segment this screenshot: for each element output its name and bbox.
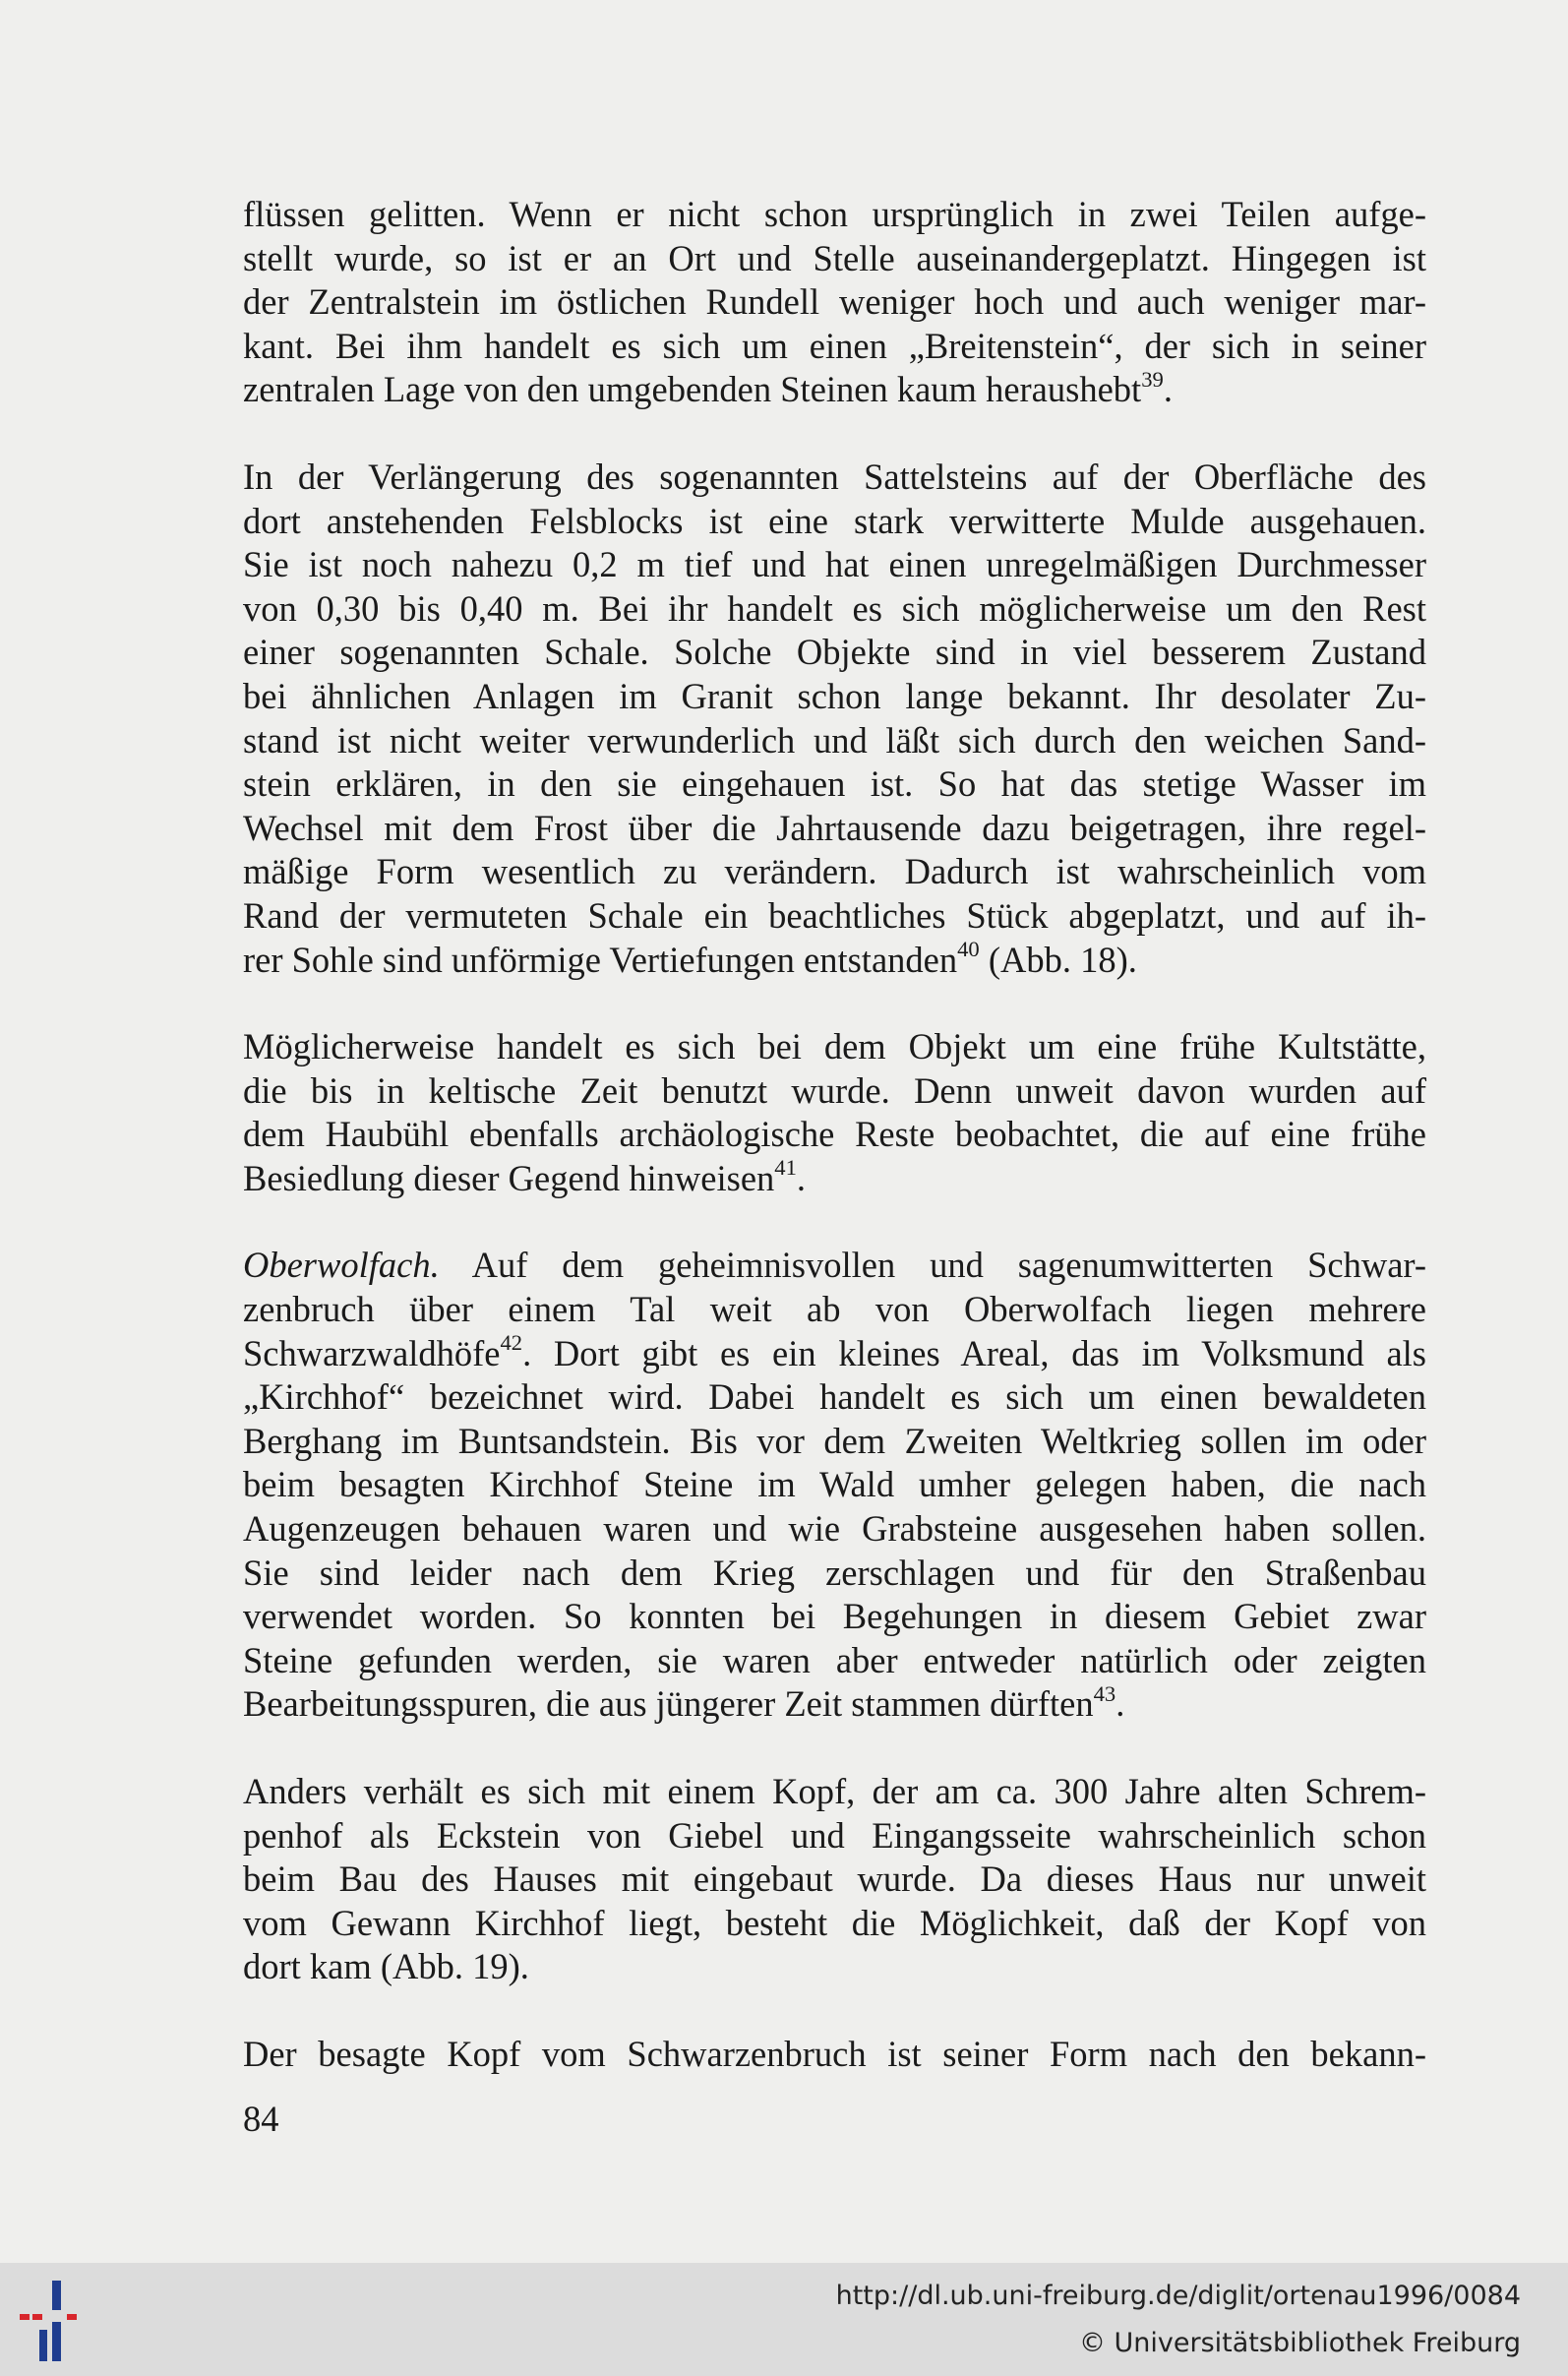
paragraph-4 xyxy=(243,1244,1426,1727)
text-line: dem Haubühl ebenfalls archäologische Reste beobachtet, die auf eine frühe xyxy=(243,1114,1426,1155)
text-line: der Zentralstein im östlichen Rundell weniger hoch und auch weniger mar- xyxy=(243,281,1426,323)
text-line: einer sogenannten Schale. Solche Objekte sind in viel besserem Zustand xyxy=(243,632,1426,673)
body-text xyxy=(243,193,1426,2077)
text-line: Der besagte Kopf vom Schwarzenbruch ist seiner Form nach den bekann- xyxy=(243,2033,1426,2074)
text-line: beim Bau des Hauses mit eingebaut wurde. Da dieses Haus nur unweit xyxy=(243,1858,1426,1900)
line-tail: . xyxy=(796,1157,807,1198)
paragraph-1 xyxy=(243,193,1426,412)
footnote-ref: 41 xyxy=(774,1155,797,1181)
footer-bar xyxy=(0,2263,1568,2376)
text-line: Rand der vermuteten Schale ein beachtliches Stück abgeplatzt, und auf ih- xyxy=(243,894,1426,936)
text-line xyxy=(243,368,1426,412)
line-text: Bearbeitungsspuren, die aus jüngerer Zeit stammen dürften xyxy=(243,1683,1094,1725)
line-tail: . xyxy=(1163,369,1173,410)
text-line: Augenzeugen behauen waren und wie Grabsteine ausgesehen haben sollen. xyxy=(243,1508,1426,1550)
text-line xyxy=(243,1244,1426,1288)
text-line: vom Gewann Kirchhof liegt, besteht die Möglichkeit, daß der Kopf von xyxy=(243,1902,1426,1943)
line-text: Schwarzwaldhöfe xyxy=(243,1332,501,1373)
text-line: von 0,30 bis 0,40 m. Bei ihr handelt es sich möglicherweise um den Rest xyxy=(243,587,1426,629)
paragraph-2 xyxy=(243,456,1426,982)
text-line: Steine gefunden werden, sie waren aber entweder natürlich oder zeigten xyxy=(243,1639,1426,1680)
line-text: Besiedlung dieser Gegend hinweisen xyxy=(243,1157,775,1198)
text-line xyxy=(243,939,1426,983)
line-text: rer Sohle sind unförmige Vertiefungen entstanden xyxy=(243,939,958,980)
text-line xyxy=(243,1332,1426,1376)
library-logo-icon xyxy=(18,2281,98,2361)
line-text: zentralen Lage von den umgebenden Steinen kaum heraushebt xyxy=(243,369,1142,410)
footnote-ref: 40 xyxy=(957,937,980,962)
paragraph-3 xyxy=(243,1025,1426,1200)
text-line: Sie ist noch nahezu 0,2 m tief und hat einen unregelmäßigen Durchmesser xyxy=(243,544,1426,585)
text-line: zenbruch über einem Tal weit ab von Oberwolfach liegen mehrere xyxy=(243,1289,1426,1330)
text-line: bei ähnlichen Anlagen im Granit schon lange bekannt. Ihr desolater Zu- xyxy=(243,675,1426,716)
paragraph-6 xyxy=(243,2033,1426,2077)
text-line: kant. Bei ihm handelt es sich um einen „Breitenstein“, der sich in seiner xyxy=(243,325,1426,366)
text-line: Berghang im Buntsandstein. Bis vor dem Zweiten Weltkrieg sollen im oder xyxy=(243,1420,1426,1461)
source-url-link[interactable]: http://dl.ub.uni-freiburg.de/diglit/ortenau1996/0084 xyxy=(835,2281,1521,2311)
text-line: die bis in keltische Zeit benutzt wurde. Denn unweit davon wurden auf xyxy=(243,1069,1426,1111)
line-text: Auf dem geheimnisvollen und sagenumwitterten Schwar- xyxy=(439,1245,1426,1286)
text-line: mäßige Form wesentlich zu verändern. Dadurch ist wahrscheinlich vom xyxy=(243,851,1426,892)
text-line: penhof als Eckstein von Giebel und Eingangsseite wahrscheinlich schon xyxy=(243,1814,1426,1856)
copyright-notice: © Universitätsbibliothek Freiburg xyxy=(1078,2328,1521,2358)
text-line: dort kam (Abb. 19). xyxy=(243,1946,529,1987)
line-tail: . xyxy=(1116,1683,1125,1725)
footnote-ref: 39 xyxy=(1141,366,1164,392)
text-line: „Kirchhof“ bezeichnet wird. Dabei handelt es sich um einen bewaldeten xyxy=(243,1376,1426,1418)
paragraph-5 xyxy=(243,1770,1426,1989)
footnote-ref: 43 xyxy=(1093,1681,1116,1706)
text-line: stein erklären, in den sie eingehauen ist. So hat das stetige Wasser im xyxy=(243,763,1426,805)
text-line: verwendet worden. So konnten bei Begehungen in diesem Gebiet zwar xyxy=(243,1596,1426,1637)
text-line: Sie sind leider nach dem Krieg zerschlagen und für den Straßenbau xyxy=(243,1552,1426,1593)
text-line: Wechsel mit dem Frost über die Jahrtausende dazu beigetragen, ihre regel- xyxy=(243,807,1426,848)
text-line xyxy=(243,1157,1426,1201)
text-line xyxy=(243,1682,1426,1727)
line-text: . Dort gibt es ein kleines Areal, das im Volksmund als xyxy=(522,1332,1426,1373)
line-tail: (Abb. 18). xyxy=(979,939,1137,980)
footnote-ref: 42 xyxy=(500,1330,523,1356)
text-line: Möglicherweise handelt es sich bei dem Objekt um eine frühe Kultstätte, xyxy=(243,1026,1426,1067)
text-line: In der Verlängerung des sogenannten Sattelsteins auf der Oberfläche des xyxy=(243,456,1426,497)
text-line: beim besagten Kirchhof Steine im Wald umher gelegen haben, die nach xyxy=(243,1464,1426,1505)
text-line: flüssen gelitten. Wenn er nicht schon ursprünglich in zwei Teilen aufge- xyxy=(243,194,1426,234)
text-line: Anders verhält es sich mit einem Kopf, der am ca. 300 Jahre alten Schrem- xyxy=(243,1771,1426,1811)
text-line: stand ist nicht weiter verwunderlich und läßt sich durch den weichen Sand- xyxy=(243,719,1426,761)
section-lead: Oberwolfach. xyxy=(243,1245,440,1286)
page-number: 84 xyxy=(243,2099,279,2139)
text-line: stellt wurde, so ist er an Ort und Stelle auseinandergeplatzt. Hingegen ist xyxy=(243,237,1426,278)
text-line: dort anstehenden Felsblocks ist eine stark verwitterte Mulde ausgehauen. xyxy=(243,500,1426,541)
